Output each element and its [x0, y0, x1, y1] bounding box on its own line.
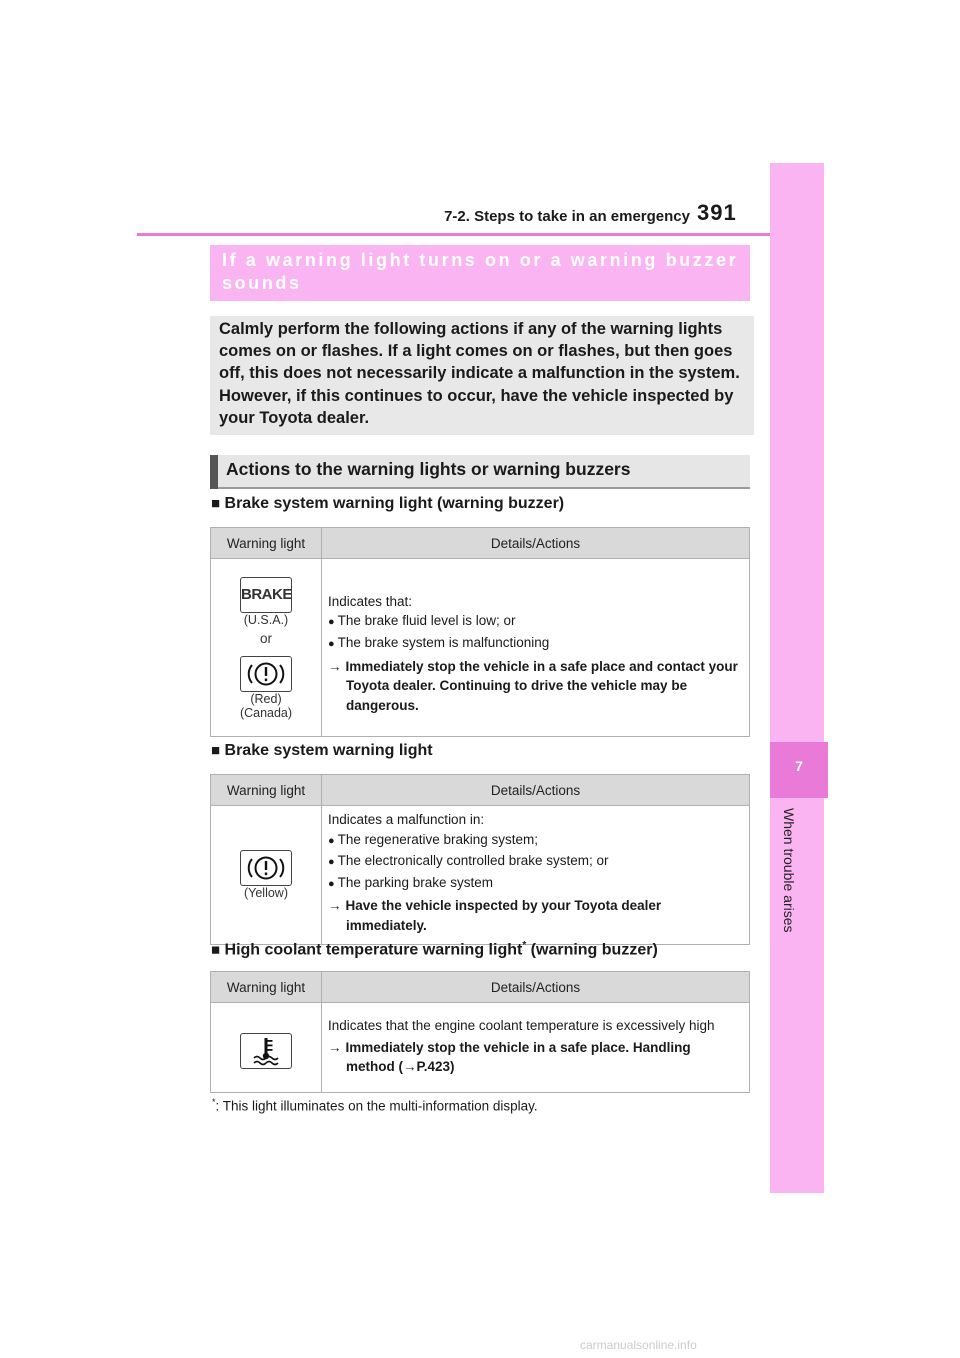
- header-rule: [137, 233, 770, 236]
- subheading-coolant: ■ High coolant temperature warning light* (warning buzzer): [211, 940, 658, 959]
- details-cell: Indicates that the engine coolant temperature is excessively high → Immediately stop the vehicle in a safe place. Handling method (→P.423): [322, 1003, 750, 1093]
- action-text: → Immediately stop the vehicle in a safe place and contact your Toyota dealer. Continuing to drive the vehicle may be dangerous.: [328, 658, 738, 713]
- reference-arrow: →: [403, 1059, 417, 1075]
- list-item: ● The regenerative braking system;: [328, 830, 743, 852]
- list-item: ● The parking brake system: [328, 873, 743, 895]
- icon-label-canada: (Canada): [239, 706, 293, 720]
- col-header-warning-light: Warning light: [211, 972, 322, 1003]
- icon-label-red: (Red): [250, 692, 282, 706]
- footnote: *: This light illuminates on the multi-information display.: [212, 1097, 538, 1114]
- action-text: → Have the vehicle inspected by your Toyota dealer immediately.: [328, 898, 662, 933]
- square-bullet: ■: [211, 742, 221, 759]
- watermark: carmanualsonline.info: [580, 1338, 697, 1352]
- icon-label-usa: (U.S.A.): [243, 613, 289, 627]
- brake-exclamation-icon: [240, 850, 292, 886]
- brake-icon: BRAKE: [240, 577, 292, 613]
- page-reference-link: P.423): [416, 1059, 455, 1075]
- coolant-temperature-icon: [240, 1033, 292, 1069]
- chapter-side-strip: [770, 163, 824, 1193]
- icon-label-yellow: (Yellow): [243, 885, 288, 900]
- list-item: ● The electronically controlled brake system; or: [328, 851, 743, 873]
- col-header-details: Details/Actions: [322, 775, 750, 806]
- details-cell: Indicates that: ● The brake fluid level is low; or ● The brake system is malfunctioning → Immediately stop the vehicle in a safe place and contact your Toyota dealer. Continuing to drive the vehicle may be dangerous.: [322, 559, 750, 737]
- brake-exclamation-icon: [240, 656, 292, 692]
- page-number: 391: [697, 200, 737, 225]
- list-item: ● The brake fluid level is low; or: [328, 611, 743, 633]
- intro-text: Calmly perform the following actions if any of the warning lights comes on or flashes. If a light comes on or flashes, but then goes off, this does not necessarily indicate a malfunction in the system. However, if this continues to occur, have the vehicle inspected by your Toyota dealer.: [219, 320, 740, 427]
- col-header-details: Details/Actions: [322, 528, 750, 559]
- col-header-warning-light: Warning light: [211, 775, 322, 806]
- section-heading: Actions to the warning lights or warning buzzers: [226, 459, 631, 479]
- subheading-brake: ■ Brake system warning light: [211, 742, 433, 759]
- warning-light-cell: [211, 1003, 322, 1093]
- col-header-details: Details/Actions: [322, 972, 750, 1003]
- section-header: 7-2. Steps to take in an emergency: [444, 208, 690, 225]
- details-cell: Indicates a malfunction in: ● The regenerative braking system; ● The electronically controlled brake system; or ● The parking brake system → Have the vehicle inspected by your Toyota dealer immediately.: [322, 806, 750, 945]
- list-item: ● The brake system is malfunctioning: [328, 633, 743, 655]
- warning-table-brake: [210, 774, 750, 945]
- action-text: → Immediately stop the vehicle in a safe place. Handling method (→P.423): [328, 1039, 691, 1075]
- col-header-warning-light: Warning light: [211, 528, 322, 559]
- page-title: If a warning light turns on or a warning buzzer sounds: [222, 250, 739, 293]
- section-heading-bar: [210, 455, 218, 489]
- warning-table-coolant: [210, 971, 750, 1093]
- chapter-title: When trouble arises: [781, 808, 797, 933]
- square-bullet: ■: [211, 495, 221, 512]
- subheading-brake-buzzer: ■ Brake system warning light (warning buzzer): [211, 495, 565, 512]
- warning-light-cell: [211, 806, 322, 945]
- or-text: or: [259, 631, 272, 646]
- warning-light-cell: [211, 559, 322, 737]
- chapter-number: 7: [795, 758, 803, 774]
- warning-table-brake-buzzer: [210, 527, 750, 737]
- square-bullet: ■: [211, 941, 221, 959]
